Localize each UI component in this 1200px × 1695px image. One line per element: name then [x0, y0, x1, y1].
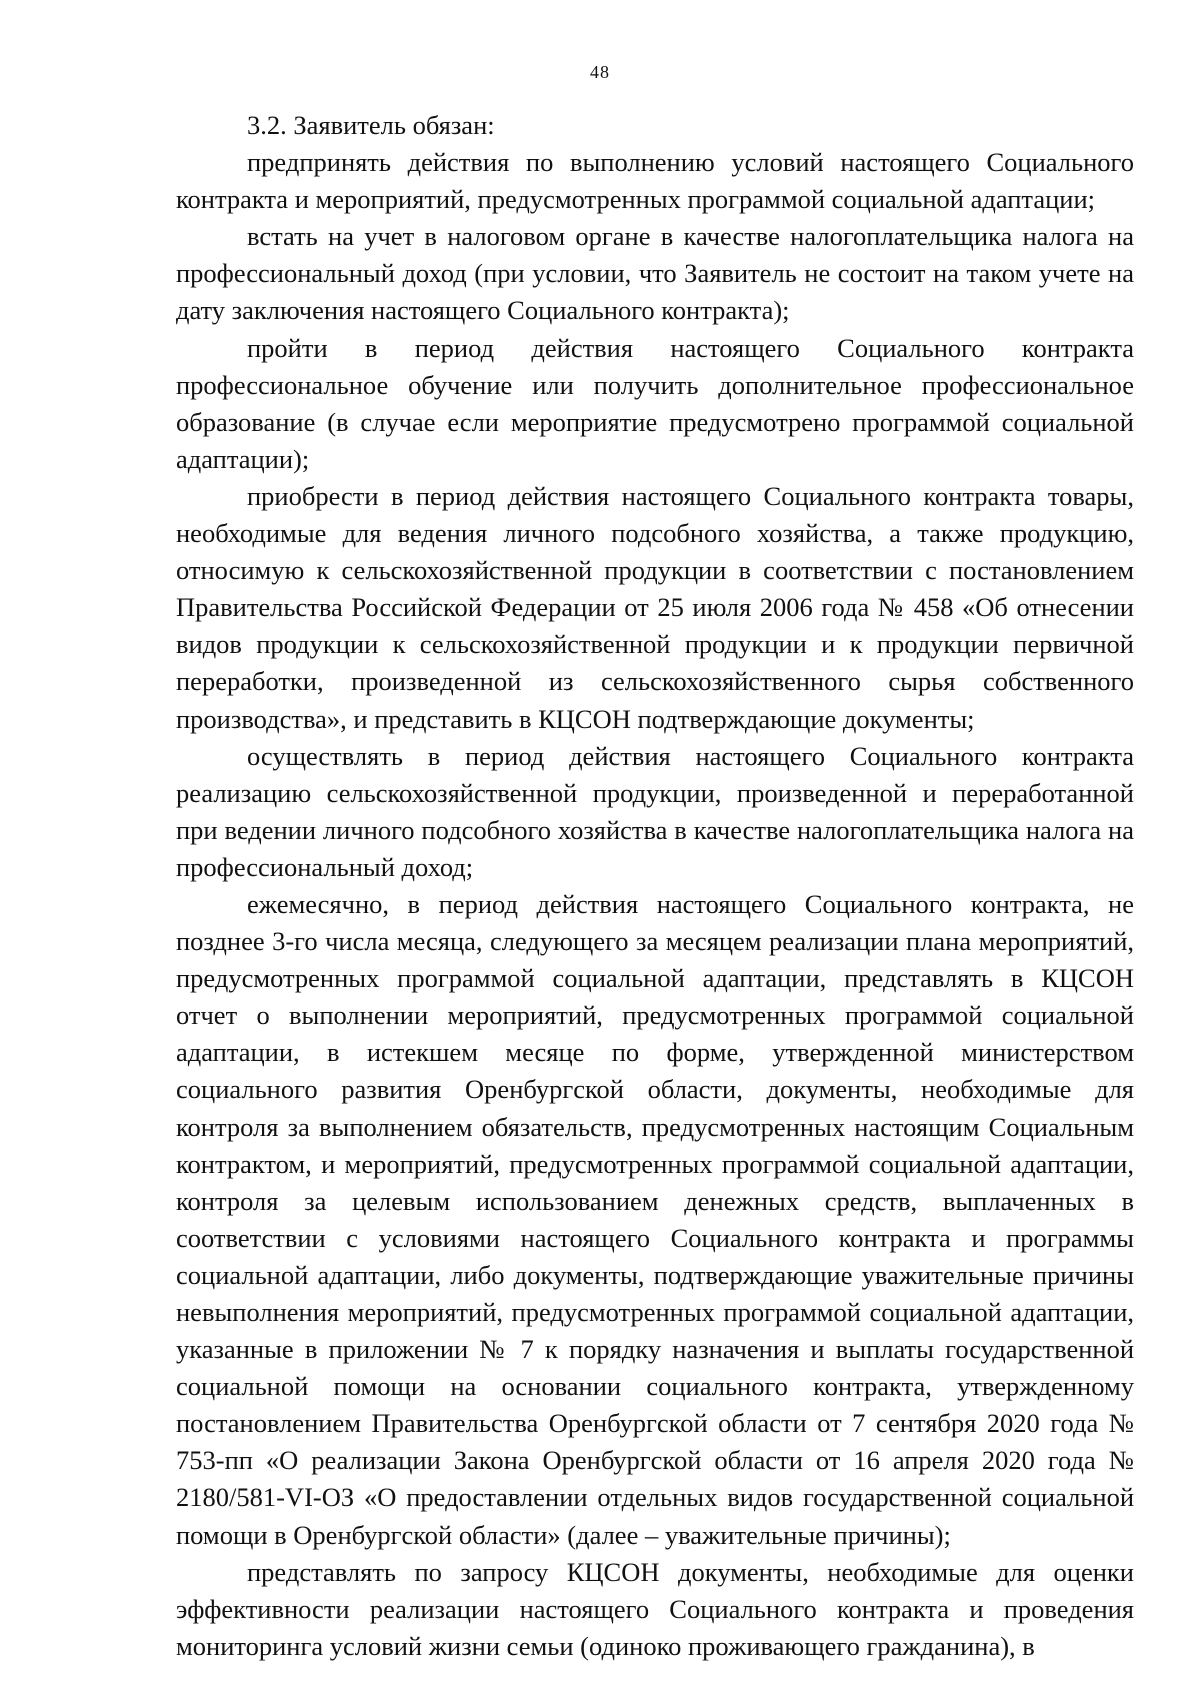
paragraph-obligation-1: предпринять действия по выполнению условий настоящего Социального контракта и мероприятий, предусмотренных программой социальной адаптации; — [176, 147, 1134, 215]
paragraph-obligation-6: ежемесячно, в период действия настоящего Социального контракта, не позднее 3-го числа месяца, следующего за месяцем реализации плана мероприятий, предусмотренных программой социальной адаптации, представлять в КЦСОН отчет о выполнении мероприятий, предусмотренных программой социальной адаптации, в истекшем месяце по форме, утвержденной министерством социального развития Оренбургской области, документы, необходимые для контроля за выполнением обязательств, предусмотренных настоящим Социальным контрактом, и мероприятий, предусмотренных программой социальной адаптации, контроля за целевым использованием денежных средств, выплаченных в соответствии с условиями настоящего Социального контракта и программы социальной адаптации, либо документы, подтверждающие уважительные причины невыполнения мероприятий, предусмотренных программой социальной адаптации, указанные в приложении № 7 к порядку назначения и выплаты государственной социальной помощи на основании социального контракта, утвержденному постановлением Правительства Оренбургской области от 7 сентября 2020 года № 753-пп «О реализации Закона Оренбургской области от 16 апреля 2020 года № 2180/581-VI-ОЗ «О предоставлении отдельных видов государственной социальной помощи в Оренбургской области» (далее – уважительные причины); — [176, 888, 1134, 1550]
document-body — [176, 107, 1134, 1665]
paragraph-obligation-3: пройти в период действия настоящего Социального контракта профессиональное обучение или получить дополнительное профессиональное образование (в случае если мероприятие предусмотрено программой социальной адаптации); — [176, 332, 1134, 474]
paragraph-obligation-5: осуществлять в период действия настоящего Социального контракта реализацию сельскохозяйственной продукции, произведенной и переработанной при ведении личного подсобного хозяйства в качестве налогоплательщика налога на профессиональный доход; — [176, 740, 1134, 882]
page-number: 48 — [590, 62, 610, 82]
paragraph-obligation-7: представлять по запросу КЦСОН документы, необходимые для оценки эффективности реализации настоящего Социального контракта и проведения мониторинга условий жизни семьи (одиноко проживающего гражданина), в — [176, 1556, 1134, 1661]
paragraph-obligation-4: приобрести в период действия настоящего Социального контракта товары, необходимые для ведения личного подсобного хозяйства, а также продукцию, относимую к сельскохозяйственной продукции в соответствии с постановлением Правительства Российской Федерации от 25 июля 2006 года № 458 «Об отнесении видов продукции к сельскохозяйственной продукции и к продукции первичной переработки, произведенной из сельскохозяйственного сырья собственного производства», и представить в КЦСОН подтверждающие документы; — [176, 480, 1134, 734]
paragraph-obligation-2: встать на учет в налоговом органе в качестве налогоплательщика налога на профессиональный доход (при условии, что Заявитель не состоит на таком учете на дату заключения настоящего Социального контракта); — [176, 221, 1134, 326]
section-heading: 3.2. Заявитель обязан: — [247, 110, 495, 140]
